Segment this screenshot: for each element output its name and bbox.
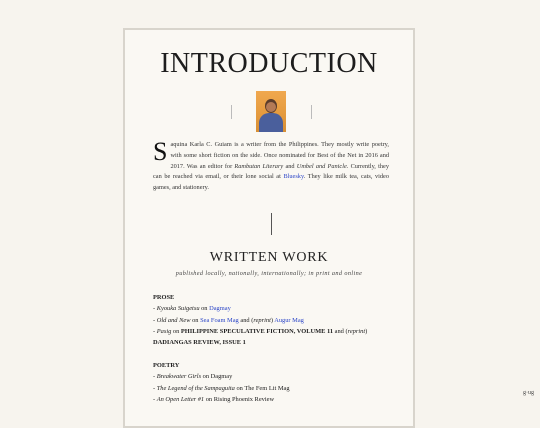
prose-heading: PROSE	[153, 294, 175, 301]
section-divider	[271, 213, 272, 235]
venue-link[interactable]: Augur Mag	[274, 316, 304, 324]
bio-paragraph: Saquina Karla C. Guiam is a writer from the Philippines. They mostly write poetry, with some short fiction on the side. Once nominated for Best of the Net in 2016 and 2017. Was an editor for Rambutan Literary and Umbel and Panicle. Currently, they can be reached via email, or their lone social at Bluesky. They like milk tea, cats, video games, and stationery.	[153, 137, 389, 192]
avatar	[256, 91, 286, 132]
written-work-title: WRITTEN WORK	[209, 250, 329, 265]
prose-section	[153, 292, 393, 348]
divider-tick-right	[311, 105, 312, 119]
venue-link[interactable]: Dagmay	[209, 305, 231, 313]
page-card	[123, 28, 415, 428]
list-item: - The Legend of the Sampaguita on The Fem Lit Mag	[153, 384, 290, 392]
list-item: - Pasig on PHILIPPINE SPECULATIVE FICTION, VOLUME 11 and (reprint) DADIANGAS REVIEW, ISSUE 1	[153, 327, 368, 347]
drop-cap: S	[153, 137, 168, 166]
venue-link[interactable]: Sea Foam Mag	[200, 316, 239, 324]
watermark[interactable]: g·ug	[523, 390, 534, 396]
poetry-section	[153, 360, 393, 405]
page-title: INTRODUCTION	[160, 48, 378, 79]
divider-tick-left	[231, 105, 232, 119]
list-item: - An Open Letter #1 on Rising Phoenix Review	[153, 395, 275, 403]
list-item: - Breakwater Girls on Dagmay	[153, 373, 233, 381]
list-item: - Kyouka Suigetsu on Dagmay	[153, 305, 231, 313]
poetry-heading: POETRY	[153, 362, 180, 369]
written-work-subtitle: published locally, nationally, internationally; in print and online	[175, 270, 363, 277]
bluesky-link[interactable]: Bluesky	[283, 173, 304, 181]
list-item: - Old and New on Sea Foam Mag and (reprint) Augur Mag	[153, 316, 304, 324]
